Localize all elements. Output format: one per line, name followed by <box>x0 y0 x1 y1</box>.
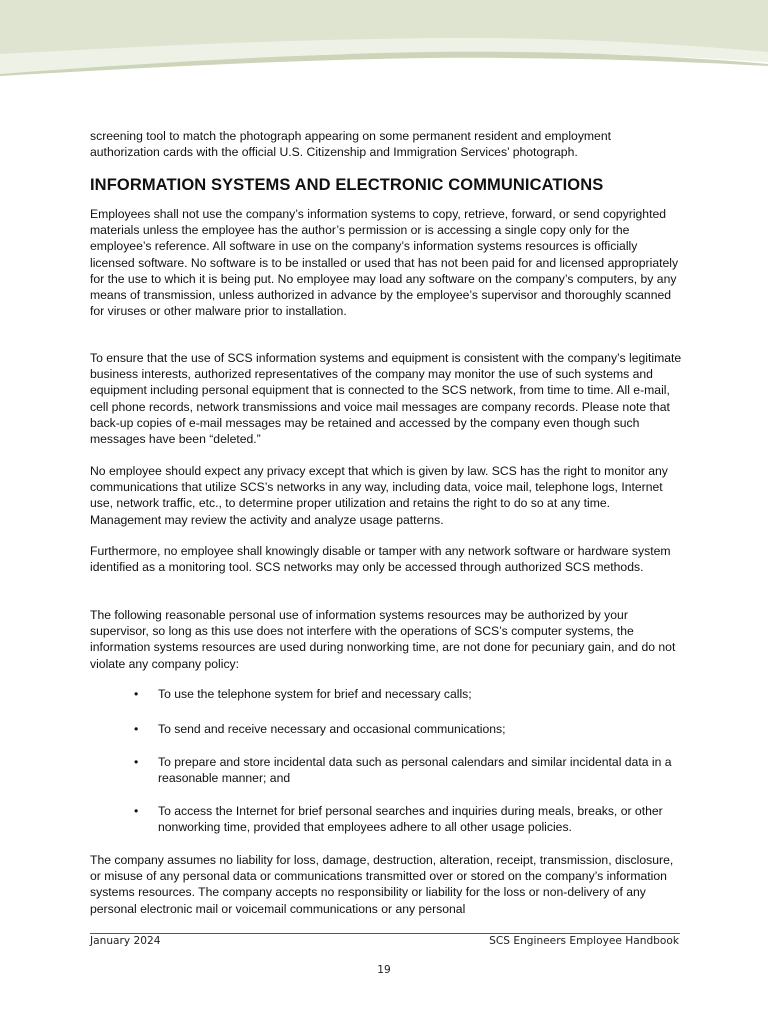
header-banner <box>0 0 768 80</box>
bullet-marker: • <box>134 722 139 736</box>
paragraph-personal-use: The following reasonable personal use of information systems resources may be authorized by your supervisor, so long as this use does not interfere with the operations of SCS’s computer systems, the information systems resources are used during nonworking time, are not done for pecuniary gain, and do not violate any company policy: <box>90 608 676 671</box>
footer-divider <box>90 933 680 934</box>
bullet-marker: • <box>134 687 139 701</box>
paragraph-privacy: No employee should expect any privacy except that which is given by law. SCS has the right to monitor any communications that utilize SCS’s networks in any way, including data, voice mail, telephone logs, Internet use, network traffic, etc., to determine proper utilization and retains the right to do so at any time. Management may review the activity and analyze usage patterns. <box>90 464 668 527</box>
intro-paragraph: screening tool to match the photograph appearing on some permanent resident and employment authorization cards with the official U.S. Citizenship and Immigration Services’ photograph. <box>90 129 612 160</box>
footer-date: January 2024 <box>90 935 161 947</box>
bullet-marker: • <box>134 755 139 769</box>
paragraph-liability: The company assumes no liability for loss, damage, destruction, alteration, receipt, transmission, disclosure, or misuse of any personal data or communications transmitted over or stored on the company’s information systems resources. The company accepts no responsibility or liability for the loss or non-delivery of any personal electronic mail or voicemail communications or any personal <box>90 853 674 916</box>
paragraph-monitoring: To ensure that the use of SCS information systems and equipment is consistent with the company’s legitimate business interests, authorized representatives of the company may monitor the use of such systems and equipment including personal equipment that is connected to the SCS network, from time to time. All e-mail, cell phone records, network transmissions and voice mail messages are company records. Please note that back-up copies of e-mail messages may be retained and accessed by the company even though such messages have been “deleted.” <box>90 351 682 447</box>
list-item-text: To access the Internet for brief personal searches and inquiries during meals, breaks, or other nonworking time, provided that employees adhere to all other usage policies. <box>158 804 663 835</box>
page-number: 19 <box>377 964 391 976</box>
list-item-text: To send and receive necessary and occasional communications; <box>158 722 506 736</box>
section-heading: INFORMATION SYSTEMS AND ELECTRONIC COMMUNICATIONS <box>90 176 604 194</box>
list-item-text: To prepare and store incidental data such as personal calendars and similar incidental data in a reasonable manner; and <box>158 755 672 786</box>
paragraph-tampering: Furthermore, no employee shall knowingly disable or tamper with any network software or hardware system identified as a monitoring tool. SCS networks may only be accessed through authorized SCS methods. <box>90 544 671 575</box>
footer-handbook-title: SCS Engineers Employee Handbook <box>489 935 679 947</box>
list-item-text: To use the telephone system for brief and necessary calls; <box>158 687 472 701</box>
bullet-marker: • <box>134 804 139 818</box>
paragraph-software-policy: Employees shall not use the company’s information systems to copy, retrieve, forward, or send copyrighted materials unless the employee has the author’s permission or is accessing a single copy only for the employee’s reference. All software in use on the company’s information systems resources is officially licensed software. No software is to be installed or used that has not been paid for and licensed appropriately for the use to which it is being put. No employee may load any software on the company’s computers, by any means of transmission, unless authorized in advance by the employee’s supervisor and thoroughly scanned for viruses or other malware prior to installation. <box>90 207 679 319</box>
